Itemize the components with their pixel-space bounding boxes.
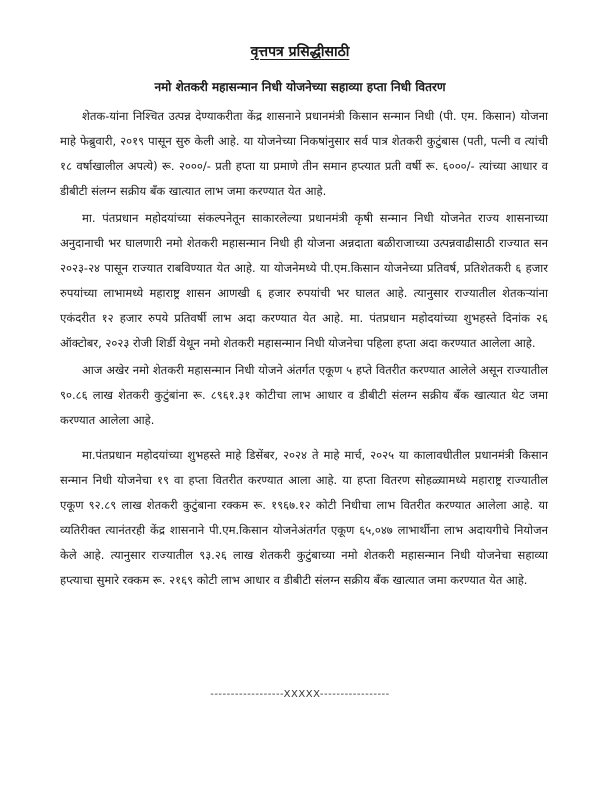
end-separator: ------------------XXXXX----------------- [210,689,390,700]
paragraph-installments-disbursed: आज अखेर नमो शेतकरी महासन्मान निधी योजने अंतर्गत एकूण ५ हप्ते वितरीत करण्यात आलेले असून राज्यातील ९०.८६ लाख शेतकरी कुटुंबांना रू. ८९६१.३१ कोटीचा लाभ आधार व डीबीटी संलग्न सक्रीय बँक खात्यात थेट जमा करण्यात आलेला आहे. [60,363,548,427]
paragraph-namo-scheme: मा. पंतप्रधान महोदयांच्या संकल्पनेतून साकारलेल्या प्रधानमंत्री कृषी सन्मान निधी योजनेत राज्य शासनाच्या अनुदानाची भर घालणारी नमो शेतकरी महासन्मान निधी ही योजना अन्नदाता बळीराजाच्या उत्पन्नवाढीसाठी राज्यात सन २०२३-२४ पासून राज्यात राबविण्यात येत आहे. या योजनेमध्ये पी.एम.किसान योजनेच्या प्रतिवर्ष, प्रतिशेतकरी ६ हजार रुपयांच्या लाभामध्ये महाराष्ट्र शासन आणखी ६ हजार रुपयांची भर घालत आहे. त्यानुसार राज्यातील शेतकऱ्यांना एकंदरीत १२ हजार रुपये प्रतिवर्षी लाभ अदा करण्यात येत आहे. मा. पंतप्रधान महोदयांच्या शुभहस्ते दिनांक २६ ऑक्टोबर, २०२३ रोजी शिर्डी येथून नमो शेतकरी महासन्मान निधी योजनेचा पहिला हप्ता अदा करण्यात आलेला आहे. [60,211,548,350]
document-subtitle: नमो शेतकरी महासन्मान निधी योजनेच्या सहाव्या हप्ता निधी वितरण [154,80,446,94]
document-title: वृत्तपत्र प्रसिद्धीसाठी [250,44,350,60]
paragraph-sixth-installment: मा.पंतप्रधान महोदयांच्या शुभहस्ते माहे डिसेंबर, २०२४ ते माहे मार्च, २०२५ या कालावधीतील प्रधानमंत्री किसान सन्मान निधी योजनेचा १९ वा हप्ता वितरीत करण्यात आला आहे. या हप्ता वितरण सोहळ्यामध्ये महाराष्ट्र राज्यातील एकूण ९२.८९ लाख शेतकरी कुटुंबाना रक्कम रू. १९६७.१२ कोटी निधीचा लाभ वितरीत करण्यात आलेला आहे. या व्यतिरीक्त त्यानंतरही केंद्र शासनाने पी.एम.किसान योजनेअंतर्गत एकूण ६५,०४७ लाभार्थीना लाभ अदायगीचे नियोजन केले आहे. त्यानुसार राज्यातील ९३.२६ लाख शेतकरी कुटुंबाच्या नमो शेतकरी महासन्मान निधी योजनेचा सहाव्या हप्त्याचा सुमारे रक्कम रू. २१६९ कोटी लाभ आधार व डीबीटी संलग्न सक्रीय बँक खात्यात जमा करण्यात येत आहे. [60,448,548,587]
document-body [60,104,548,593]
paragraph-pm-kisan-intro: शेतक-यांना निश्चित उत्पन्न देण्याकरीता केंद्र शासनाने प्रधानमंत्री किसान सन्मान निधी (पी. एम. किसान) योजना माहे फेब्रुवारी, २०१९ पासून सुरु केली आहे. या योजनेच्या निकषांनुसार सर्व पात्र शेतकरी कुटुंबास (पती, पत्नी व त्यांची १८ वर्षाखालील अपत्ये) रू. २०००/- प्रती हप्ता या प्रमाणे तीन समान हप्त्यात प्रती वर्षी रू. ६०००/- त्यांच्या आधार व डीबीटी संलग्न सक्रीय बँक खात्यात लाभ जमा करण्यात येत आहे. [60,109,548,198]
